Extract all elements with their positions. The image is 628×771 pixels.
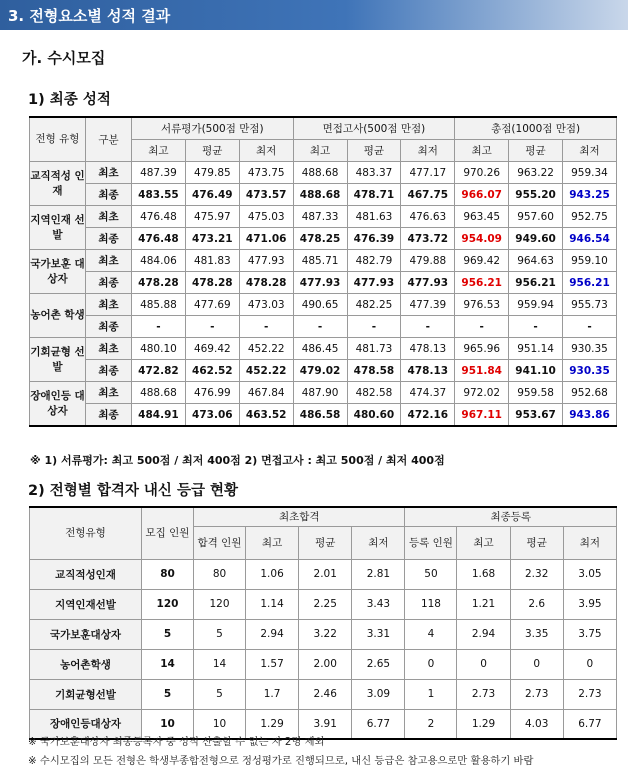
- score-cell: 488.68: [132, 382, 186, 404]
- first-cell: 2.65: [352, 649, 405, 679]
- final-cell: 2.94: [457, 619, 510, 649]
- header-max: 최고: [246, 526, 299, 559]
- first-cell: 5: [194, 619, 246, 649]
- score-cell: 471.06: [239, 228, 293, 250]
- score-cell: 469.42: [185, 338, 239, 360]
- table-row: [30, 184, 617, 206]
- score-cell: -: [563, 316, 617, 338]
- header-type: 전형 유형: [30, 117, 86, 162]
- score-cell: 479.85: [185, 162, 239, 184]
- score-cell: 955.20: [509, 184, 563, 206]
- first-cell: 1.57: [246, 649, 299, 679]
- score-cell: 976.53: [455, 294, 509, 316]
- score-cell: -: [347, 316, 401, 338]
- header-avg: 평균: [509, 140, 563, 162]
- table-row: [30, 404, 617, 427]
- score-cell: 473.72: [401, 228, 455, 250]
- score-cell: -: [239, 316, 293, 338]
- row-label: 최종: [86, 316, 132, 338]
- score-cell: 480.60: [347, 404, 401, 427]
- final-cell: 2.73: [563, 679, 616, 709]
- score-cell: 953.67: [509, 404, 563, 427]
- score-cell: 478.13: [401, 338, 455, 360]
- final-cell: 50: [405, 559, 457, 589]
- final-cell: 4.03: [510, 709, 563, 739]
- header-recruit: 모집 인원: [142, 507, 194, 559]
- score-cell: 477.93: [239, 250, 293, 272]
- recruit-count: 14: [142, 649, 194, 679]
- row-label: 최초: [86, 250, 132, 272]
- first-cell: 1.14: [246, 589, 299, 619]
- table-row: [30, 272, 617, 294]
- final-cell: 2.32: [510, 559, 563, 589]
- table-row: [30, 589, 617, 619]
- score-cell: 486.45: [293, 338, 347, 360]
- score-cell: 487.39: [132, 162, 186, 184]
- recruit-count: 120: [142, 589, 194, 619]
- score-cell: 473.03: [239, 294, 293, 316]
- table-row: [30, 360, 617, 382]
- first-cell: 2.00: [299, 649, 352, 679]
- score-cell: 482.79: [347, 250, 401, 272]
- section-banner: [0, 0, 628, 30]
- score-cell: 474.37: [401, 382, 455, 404]
- score-cell: 946.54: [563, 228, 617, 250]
- final-cell: 6.77: [563, 709, 616, 739]
- score-cell: 452.22: [239, 360, 293, 382]
- row-label: 최초: [86, 294, 132, 316]
- first-cell: 3.43: [352, 589, 405, 619]
- table-row: [30, 619, 617, 649]
- header-final: 최종등록: [405, 507, 617, 526]
- final-cell: 2: [405, 709, 457, 739]
- table-row: [30, 294, 617, 316]
- score-cell: 487.90: [293, 382, 347, 404]
- grades-table: [29, 506, 617, 740]
- score-cell: 488.68: [293, 184, 347, 206]
- final-cell: 2.73: [510, 679, 563, 709]
- score-cell: 970.26: [455, 162, 509, 184]
- score-cell: 951.84: [455, 360, 509, 382]
- score-cell: 486.58: [293, 404, 347, 427]
- score-cell: 483.37: [347, 162, 401, 184]
- score-cell: 478.28: [239, 272, 293, 294]
- first-cell: 2.25: [299, 589, 352, 619]
- header-interview: 면접고사(500점 만점): [293, 117, 455, 140]
- group-name: 국가보훈 대상자: [30, 250, 86, 294]
- table-row: [30, 162, 617, 184]
- score-cell: 477.69: [185, 294, 239, 316]
- first-cell: 2.46: [299, 679, 352, 709]
- score-cell: 955.73: [563, 294, 617, 316]
- first-cell: 1.29: [246, 709, 299, 739]
- section-title: 가. 수시모집: [22, 49, 106, 67]
- score-cell: -: [455, 316, 509, 338]
- score-cell: 956.21: [509, 272, 563, 294]
- score-cell: -: [293, 316, 347, 338]
- first-cell: 14: [194, 649, 246, 679]
- first-cell: 2.94: [246, 619, 299, 649]
- final-cell: 3.75: [563, 619, 616, 649]
- score-cell: 930.35: [563, 338, 617, 360]
- first-cell: 3.09: [352, 679, 405, 709]
- first-cell: 120: [194, 589, 246, 619]
- score-cell: 480.10: [132, 338, 186, 360]
- header-max: 최고: [457, 526, 510, 559]
- footnote: ※ 수시모집의 모든 전형은 학생부종합전형으로 정성평가로 진행되므로, 내신 등급은 참고용으로만 활용하기 바람: [28, 755, 534, 767]
- header-max: 최고: [293, 140, 347, 162]
- score-cell: 967.11: [455, 404, 509, 427]
- table-row: [30, 228, 617, 250]
- score-cell: 959.94: [509, 294, 563, 316]
- group-name: 기회균형 선발: [30, 338, 86, 382]
- final-cell: 0: [405, 649, 457, 679]
- score-cell: 463.52: [239, 404, 293, 427]
- type-name: 국가보훈대상자: [30, 619, 142, 649]
- table-row: [30, 382, 617, 404]
- score-cell: 487.33: [293, 206, 347, 228]
- recruit-count: 5: [142, 619, 194, 649]
- first-cell: 6.77: [352, 709, 405, 739]
- score-cell: 479.02: [293, 360, 347, 382]
- score-cell: 473.75: [239, 162, 293, 184]
- type-name: 장애인등대상자: [30, 709, 142, 739]
- final-cell: 2.73: [457, 679, 510, 709]
- group-name: 지역인재 선발: [30, 206, 86, 250]
- score-cell: -: [401, 316, 455, 338]
- score-cell: -: [185, 316, 239, 338]
- footnote: ※ 국가보훈대상자 최종등록자 중 성적 산출할 수 없는 자 2명 제외: [28, 736, 325, 748]
- score-cell: 478.28: [185, 272, 239, 294]
- final-cell: 1.68: [457, 559, 510, 589]
- row-label: 최초: [86, 338, 132, 360]
- final-scores-heading: 1) 최종 성적: [28, 92, 111, 108]
- header-min: 최저: [401, 140, 455, 162]
- score-cell: 930.35: [563, 360, 617, 382]
- score-cell: 965.96: [455, 338, 509, 360]
- score-cell: 477.39: [401, 294, 455, 316]
- score-cell: 478.25: [293, 228, 347, 250]
- table-row: [30, 649, 617, 679]
- score-cell: 969.42: [455, 250, 509, 272]
- score-cell: 484.91: [132, 404, 186, 427]
- type-name: 농어촌학생: [30, 649, 142, 679]
- score-cell: 472.16: [401, 404, 455, 427]
- score-cell: 481.83: [185, 250, 239, 272]
- score-cell: 956.21: [563, 272, 617, 294]
- group-name: 농어촌 학생: [30, 294, 86, 338]
- row-label: 최초: [86, 382, 132, 404]
- header-max: 최고: [455, 140, 509, 162]
- final-cell: 3.05: [563, 559, 616, 589]
- score-cell: 964.63: [509, 250, 563, 272]
- score-cell: 963.22: [509, 162, 563, 184]
- score-cell: 478.58: [347, 360, 401, 382]
- score-cell: 476.48: [132, 228, 186, 250]
- score-cell: 954.09: [455, 228, 509, 250]
- final-cell: 1.21: [457, 589, 510, 619]
- type-name: 기회균형선발: [30, 679, 142, 709]
- final-cell: 2.6: [510, 589, 563, 619]
- score-cell: 477.93: [401, 272, 455, 294]
- score-cell: 972.02: [455, 382, 509, 404]
- header-min: 최저: [563, 140, 617, 162]
- first-cell: 10: [194, 709, 246, 739]
- table-row: [30, 206, 617, 228]
- score-cell: 476.63: [401, 206, 455, 228]
- first-cell: 1.06: [246, 559, 299, 589]
- grades-heading: 2) 전형별 합격자 내신 등급 현황: [28, 483, 239, 499]
- first-cell: 80: [194, 559, 246, 589]
- recruit-count: 10: [142, 709, 194, 739]
- group-name: 장애인등 대상자: [30, 382, 86, 427]
- score-cell: 963.45: [455, 206, 509, 228]
- score-cell: 477.93: [293, 272, 347, 294]
- score-cell: 478.28: [132, 272, 186, 294]
- score-cell: 483.55: [132, 184, 186, 206]
- score-cell: 467.84: [239, 382, 293, 404]
- score-cell: 959.58: [509, 382, 563, 404]
- score-cell: 479.88: [401, 250, 455, 272]
- first-cell: 1.7: [246, 679, 299, 709]
- header-registered: 등록 인원: [405, 526, 457, 559]
- row-label: 최종: [86, 360, 132, 382]
- first-cell: 3.31: [352, 619, 405, 649]
- final-cell: 0: [563, 649, 616, 679]
- score-cell: 966.07: [455, 184, 509, 206]
- score-cell: 959.10: [563, 250, 617, 272]
- first-cell: 5: [194, 679, 246, 709]
- footnotes: [28, 733, 533, 771]
- score-cell: 941.10: [509, 360, 563, 382]
- final-cell: 3.35: [510, 619, 563, 649]
- type-name: 교직적성인재: [30, 559, 142, 589]
- final-cell: 0: [457, 649, 510, 679]
- type-name: 지역인재선발: [30, 589, 142, 619]
- score-cell: 949.60: [509, 228, 563, 250]
- score-cell: 476.49: [185, 184, 239, 206]
- score-cell: 477.17: [401, 162, 455, 184]
- final-cell: 1.29: [457, 709, 510, 739]
- first-cell: 2.81: [352, 559, 405, 589]
- recruit-count: 5: [142, 679, 194, 709]
- score-note: ※ 1) 서류평가: 최고 500점 / 최저 400점 2) 면접고사 : 최고 500점 / 최저 400점: [30, 454, 445, 467]
- score-cell: 484.06: [132, 250, 186, 272]
- score-cell: 475.97: [185, 206, 239, 228]
- table-row: [30, 316, 617, 338]
- recruit-count: 80: [142, 559, 194, 589]
- row-label: 최종: [86, 272, 132, 294]
- header-total: 총점(1000점 만점): [455, 117, 617, 140]
- final-cell: 118: [405, 589, 457, 619]
- score-cell: 478.71: [347, 184, 401, 206]
- final-cell: 3.95: [563, 589, 616, 619]
- score-cell: 956.21: [455, 272, 509, 294]
- final-cell: 0: [510, 649, 563, 679]
- header-min: 최저: [563, 526, 616, 559]
- score-cell: 475.03: [239, 206, 293, 228]
- banner-title: 3. 전형요소별 성적 결과: [8, 7, 171, 25]
- first-cell: 3.91: [299, 709, 352, 739]
- header-avg: 평균: [510, 526, 563, 559]
- header-min: 최저: [239, 140, 293, 162]
- score-cell: 952.68: [563, 382, 617, 404]
- score-cell: 473.21: [185, 228, 239, 250]
- final-cell: 4: [405, 619, 457, 649]
- score-cell: 473.57: [239, 184, 293, 206]
- group-name: 교직적성 인재: [30, 162, 86, 206]
- header-kind: 구분: [86, 117, 132, 162]
- score-cell: 482.58: [347, 382, 401, 404]
- header-max: 최고: [132, 140, 186, 162]
- score-cell: 488.68: [293, 162, 347, 184]
- header-first: 최초합격: [194, 507, 405, 526]
- header-min: 최저: [352, 526, 405, 559]
- score-cell: 452.22: [239, 338, 293, 360]
- score-cell: 482.25: [347, 294, 401, 316]
- score-cell: 485.88: [132, 294, 186, 316]
- score-cell: 481.63: [347, 206, 401, 228]
- row-label: 최초: [86, 162, 132, 184]
- score-cell: 485.71: [293, 250, 347, 272]
- first-cell: 2.01: [299, 559, 352, 589]
- score-cell: 476.99: [185, 382, 239, 404]
- table-row: [30, 250, 617, 272]
- score-cell: 951.14: [509, 338, 563, 360]
- score-cell: 952.75: [563, 206, 617, 228]
- header-passed: 합격 인원: [194, 526, 246, 559]
- score-cell: -: [509, 316, 563, 338]
- row-label: 최초: [86, 206, 132, 228]
- score-cell: 467.75: [401, 184, 455, 206]
- header-avg: 평균: [347, 140, 401, 162]
- row-label: 최종: [86, 184, 132, 206]
- score-cell: 943.25: [563, 184, 617, 206]
- score-cell: 476.39: [347, 228, 401, 250]
- header-type: 전형유형: [30, 507, 142, 559]
- row-label: 최종: [86, 404, 132, 427]
- score-cell: 476.48: [132, 206, 186, 228]
- final-scores-table: [29, 116, 617, 427]
- header-avg: 평균: [185, 140, 239, 162]
- first-cell: 3.22: [299, 619, 352, 649]
- header-doc: 서류평가(500점 만점): [132, 117, 294, 140]
- score-cell: 490.65: [293, 294, 347, 316]
- score-cell: 473.06: [185, 404, 239, 427]
- score-cell: 481.73: [347, 338, 401, 360]
- score-cell: 462.52: [185, 360, 239, 382]
- table-row: [30, 559, 617, 589]
- score-cell: 472.82: [132, 360, 186, 382]
- table-row: [30, 679, 617, 709]
- header-avg: 평균: [299, 526, 352, 559]
- score-cell: 943.86: [563, 404, 617, 427]
- table-row: [30, 338, 617, 360]
- score-cell: 478.13: [401, 360, 455, 382]
- score-cell: 477.93: [347, 272, 401, 294]
- score-cell: -: [132, 316, 186, 338]
- row-label: 최종: [86, 228, 132, 250]
- score-cell: 957.60: [509, 206, 563, 228]
- final-cell: 1: [405, 679, 457, 709]
- score-cell: 959.34: [563, 162, 617, 184]
